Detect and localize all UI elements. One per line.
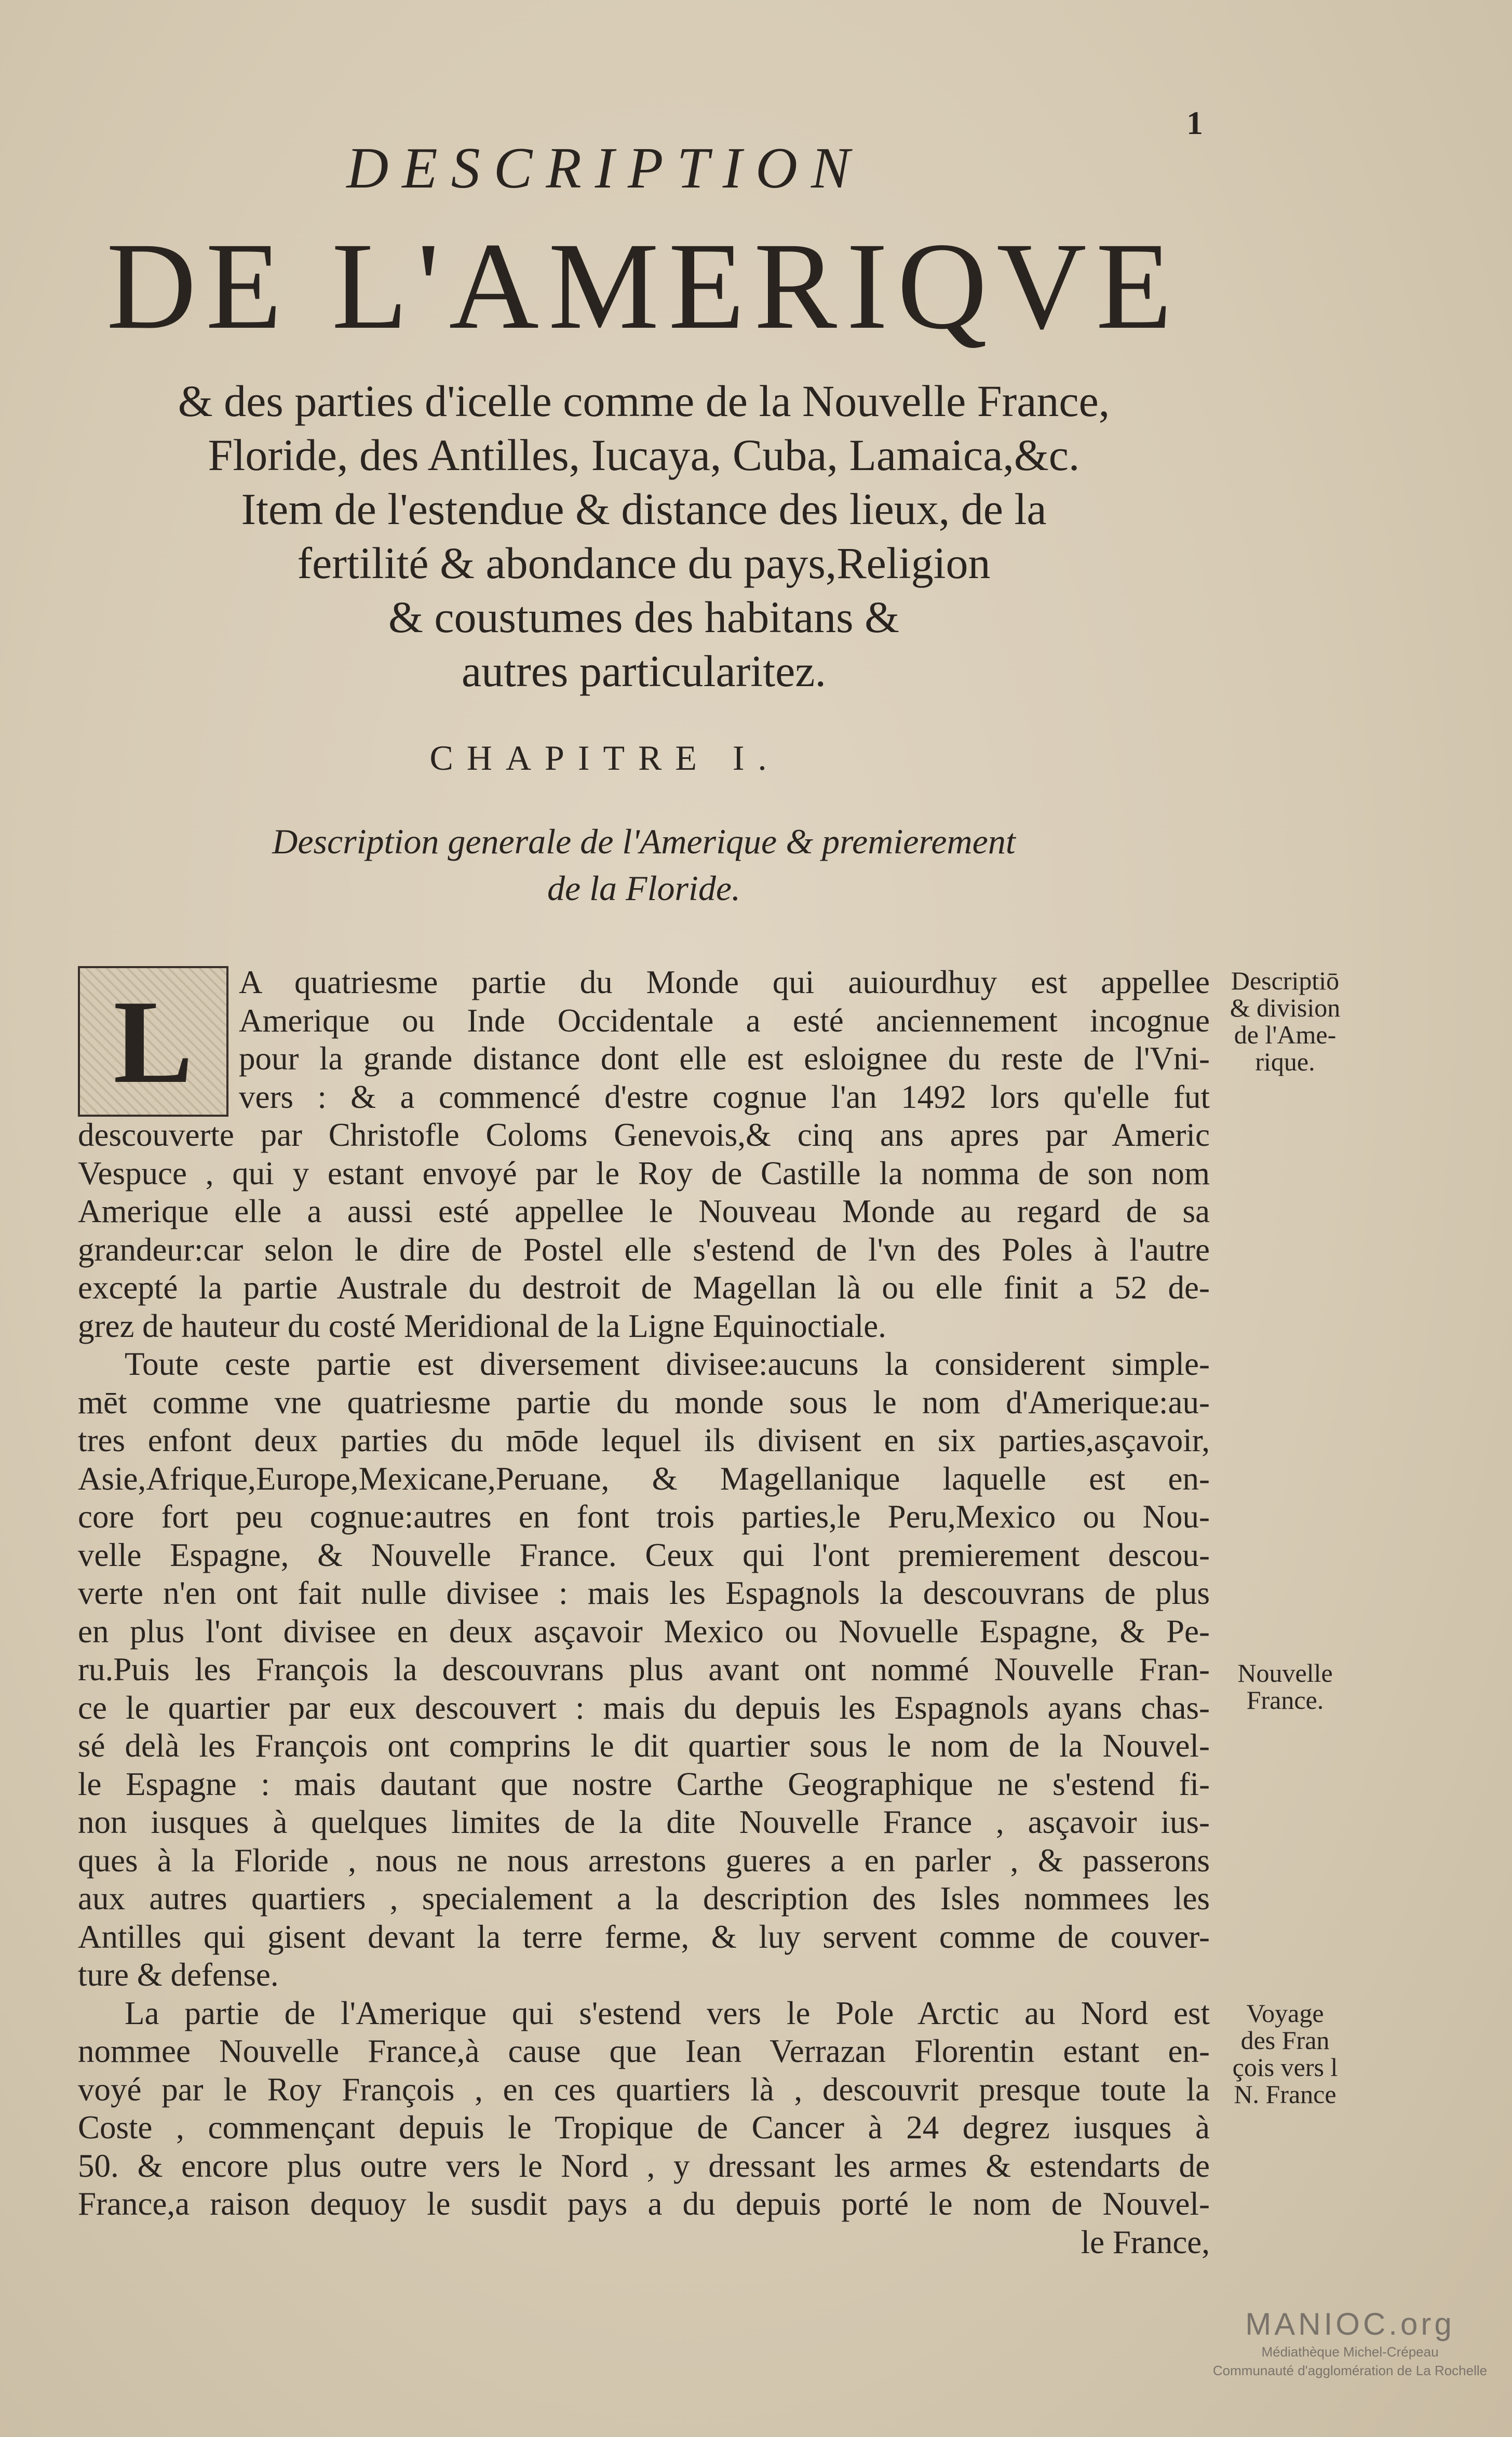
marginal-note-line: & division bbox=[1230, 993, 1341, 1022]
subtitle-line: fertilité & abondance du pays,Religion bbox=[297, 538, 991, 588]
body-line: en plus l'ont divisee en deux asçavoir Mexico ou Novuelle Espagne, & Pe- bbox=[78, 1613, 1210, 1650]
stamp-line: Communauté d'agglomération de La Rochelle bbox=[1212, 2363, 1488, 2378]
marginal-note-line: Nouvelle bbox=[1237, 1658, 1333, 1688]
marginal-note-line: France. bbox=[1246, 1685, 1324, 1715]
body-line: excepté la partie Australe du destroit de Magellan là ou elle finit a 52 de- bbox=[78, 1269, 1210, 1306]
body-line: Asie,Afrique,Europe,Mexicane,Peruane, & Magellanique laquelle est en- bbox=[78, 1460, 1210, 1497]
stamp-line: Médiathèque Michel-Crépeau bbox=[1261, 2344, 1439, 2360]
body-line: mēt comme vne quatriesme partie du monde sous le nom d'Amerique:au- bbox=[78, 1384, 1210, 1421]
section-heading bbox=[78, 818, 1210, 912]
body-line: pour la grande distance dont elle est esloignee du reste de l'Vni- bbox=[239, 1040, 1210, 1077]
subtitle bbox=[78, 374, 1210, 698]
body-line: velle Espagne, & Nouvelle France. Ceux qui l'ont premierement descou- bbox=[78, 1536, 1210, 1573]
body-line: ture & defense. bbox=[78, 1957, 279, 1993]
title-main: DE L'AMERIQVE bbox=[106, 217, 1182, 355]
body-line: Coste , commençant depuis le Tropique de Cancer à 24 degrez iusques à bbox=[78, 2109, 1210, 2146]
chapter-heading: CHAPITRE I. bbox=[429, 738, 780, 778]
body-line: A quatriesme partie du Monde qui auiourdhuy est appellee bbox=[239, 964, 1210, 1000]
subtitle-line: autres particularitez. bbox=[462, 646, 826, 696]
body-line: 50. & encore plus outre vers le Nord , y dressant les armes & estendarts de bbox=[78, 2147, 1210, 2184]
library-stamp bbox=[1205, 2306, 1495, 2380]
body-line: La partie de l'Amerique qui s'estend vers le Pole Arctic au Nord est bbox=[125, 1994, 1210, 2031]
page-number: 1 bbox=[1186, 104, 1203, 141]
marginal-note-description bbox=[1218, 967, 1353, 1075]
marginal-note-line: çois vers l bbox=[1232, 2053, 1338, 2082]
subtitle-line: & coustumes des habitans & bbox=[388, 592, 900, 642]
drop-cap-letter: L bbox=[80, 968, 226, 1115]
section-heading-line: de la Floride. bbox=[547, 868, 741, 908]
body-line: grez de hauteur du costé Meridional de la Ligne Equinoctiale. bbox=[78, 1307, 886, 1344]
body-line: aux autres quartiers , specialement a la description des Isles nommees les bbox=[78, 1880, 1210, 1917]
marginal-note-line: N. France bbox=[1234, 2080, 1336, 2109]
body-line: voyé par le Roy François , en ces quartiers là , descouvrit presque toute la bbox=[78, 2071, 1210, 2108]
stamp-brand: MANIOC.org bbox=[1245, 2307, 1455, 2341]
body-text bbox=[78, 963, 1210, 2261]
body-line: sé delà les François ont comprins le dit quartier sous le nom de la Nouvel- bbox=[78, 1728, 1210, 1764]
marginal-note-nouvelle-france bbox=[1218, 1659, 1353, 1713]
body-line: ques à la Floride , nous ne nous arrestons gueres a en parler , & passerons bbox=[78, 1842, 1210, 1879]
body-line: le Espagne : mais dautant que nostre Carthe Geographique ne s'estend fi- bbox=[78, 1765, 1210, 1802]
body-line: verte n'en ont fait nulle divisee : mais les Espagnols la descouvrans de plus bbox=[78, 1575, 1210, 1611]
marginal-note-line: Descriptiō bbox=[1231, 966, 1340, 995]
body-line: Vespuce , qui y estant envoyé par le Roy de Castille la nomma de son nom bbox=[78, 1155, 1210, 1191]
body-line: France,a raison dequoy le susdit pays a du depuis porté le nom de Nouvel- bbox=[78, 2186, 1210, 2222]
body-line: Amerique ou Inde Occidentale a esté anciennement incognue bbox=[239, 1002, 1210, 1039]
body-line: Amerique elle a aussi esté appellee le Nouveau Monde au regard de sa bbox=[78, 1193, 1210, 1229]
body-line: core fort peu cognue:autres en font trois parties,le Peru,Mexico ou Nou- bbox=[78, 1498, 1210, 1535]
body-line: descouverte par Christofle Coloms Genevois,& cinq ans apres par Americ bbox=[78, 1117, 1210, 1153]
body-line: grandeur:car selon le dire de Postel elle s'estend de l'vn des Poles à l'autre bbox=[78, 1231, 1210, 1268]
body-line: ce le quartier par eux descouvert : mais du depuis les Espagnols ayans chas- bbox=[78, 1689, 1210, 1726]
title-top: DESCRIPTION bbox=[346, 136, 863, 200]
marginal-note-line: Voyage bbox=[1246, 1999, 1324, 2028]
subtitle-line: & des parties d'icelle comme de la Nouvelle France, bbox=[178, 376, 1110, 426]
marginal-note-line: de l'Ame- bbox=[1234, 1020, 1336, 1049]
body-line: vers : & a commencé d'estre cognue l'an 1492 lors qu'elle fut bbox=[239, 1078, 1210, 1115]
marginal-note-voyage bbox=[1218, 2000, 1353, 2108]
body-line: le France, bbox=[1081, 2224, 1210, 2260]
body-line: nommee Nouvelle France,à cause que Iean Verrazan Florentin estant en- bbox=[78, 2033, 1210, 2069]
body-line: Toute ceste partie est diversement divisee:aucuns la considerent simple- bbox=[125, 1346, 1210, 1382]
body-line: non iusques à quelques limites de la dite Nouvelle France , asçavoir ius- bbox=[78, 1804, 1210, 1840]
marginal-note-line: des Fran bbox=[1240, 2026, 1330, 2055]
body-line: Antilles qui gisent devant la terre ferme, & luy servent comme de couver- bbox=[78, 1918, 1210, 1955]
marginal-note-line: rique. bbox=[1255, 1047, 1315, 1076]
section-heading-line: Description generale de l'Amerique & premierement bbox=[272, 822, 1016, 861]
subtitle-line: Item de l'estendue & distance des lieux, de la bbox=[241, 484, 1047, 534]
subtitle-line: Floride, des Antilles, Iucaya, Cuba, Lamaica,&c. bbox=[208, 430, 1080, 480]
body-line: ru.Puis les François la descouvrans plus avant ont nommé Nouvelle Fran- bbox=[78, 1651, 1210, 1688]
body-line: tres enfont deux parties du mōde lequel ils divisent en six parties,asçavoir, bbox=[78, 1422, 1210, 1458]
